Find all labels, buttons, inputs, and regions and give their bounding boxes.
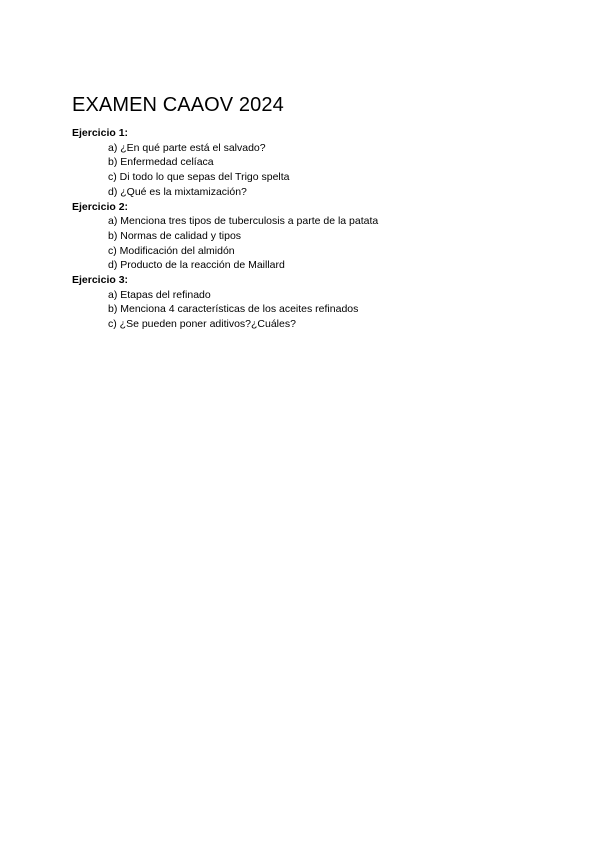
question-item: d) ¿Qué es la mixtamización? (108, 185, 247, 198)
exercise-2 (72, 200, 542, 274)
question-item: b) Enfermedad celíaca (108, 156, 214, 169)
question-item: c) Di todo lo que sepas del Trigo spelta (108, 171, 290, 184)
question-item: a) ¿En qué parte está el salvado? (108, 141, 266, 154)
question-item: b) Normas de calidad y tipos (108, 229, 242, 242)
exercise-1 (72, 126, 542, 200)
question-item: b) Menciona 4 características de los aceites refinados (108, 303, 359, 316)
exercise-heading: Ejercicio 2: (72, 200, 129, 213)
exercise-3 (72, 273, 542, 332)
question-item: a) Menciona tres tipos de tuberculosis a parte de la patata (108, 215, 379, 228)
exercise-heading: Ejercicio 3: (72, 274, 129, 287)
question-item: a) Etapas del refinado (108, 288, 211, 301)
document-content (72, 93, 542, 332)
question-list (72, 141, 542, 200)
exercise-heading: Ejercicio 1: (72, 127, 129, 139)
question-item: c) ¿Se pueden poner aditivos?¿Cuáles? (108, 318, 296, 331)
question-item: d) Producto de la reacción de Maillard (108, 259, 285, 272)
question-item: c) Modificación del almidón (108, 244, 235, 257)
page-title: EXAMEN CAAOV 2024 (72, 94, 284, 116)
question-list (72, 288, 542, 332)
question-list (72, 214, 542, 273)
